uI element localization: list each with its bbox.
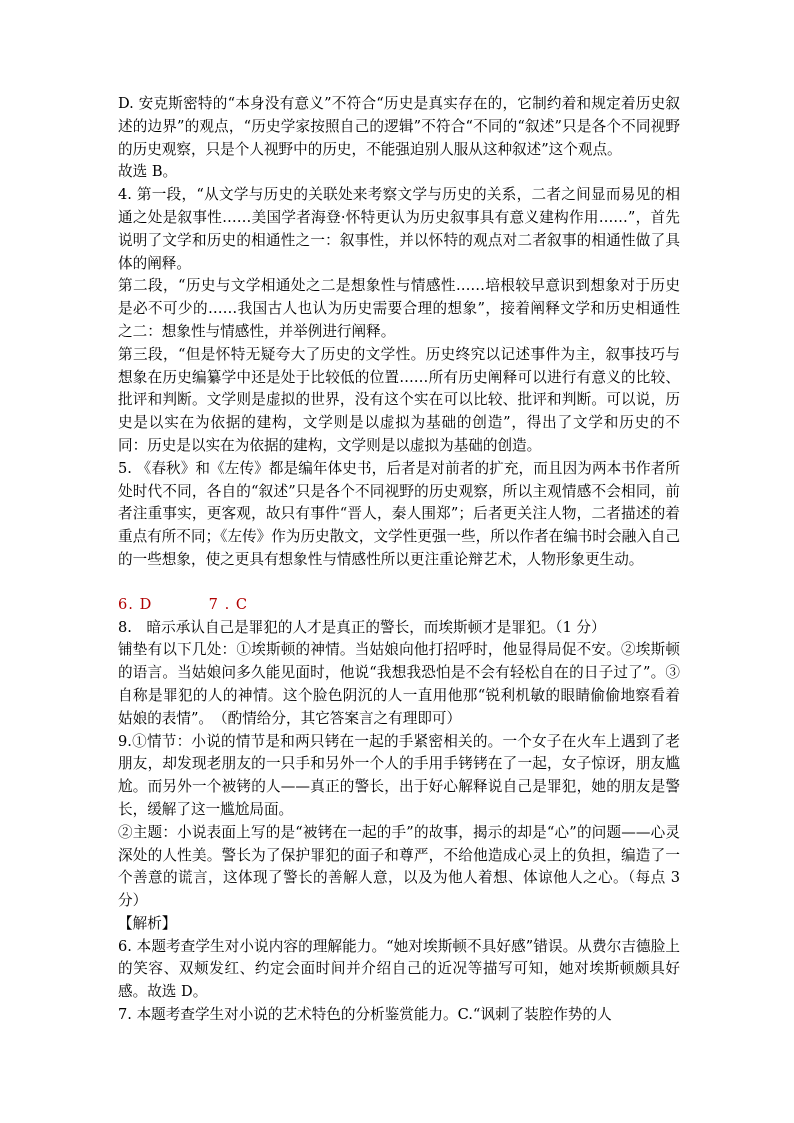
paragraph-option-d: D. 安克斯密特的“本身没有意义”不符合“历史是真实存在的，它制约着和规定着历史叙述的边界”的观点，“历史学家按照自己的逻辑”不符合“不同的“叙述”只是各个不同视野的历史观察，只是个人视野中的历史，不能强迫别人服从这种叙述”这个观点。 — [118, 95, 680, 158]
document-page — [118, 93, 680, 1027]
paragraph-q9-plot: 9.①情节：小说的情节是和两只铐在一起的手紧密相关的。一个女子在火车上遇到了老朋友，却发现老朋友的一只手和另外一个人的手用手铐铐在了一起，女子惊讶，朋友尴尬。而另外一个被铐的人——真正的警长，出于好心解释说自己是罪犯，她的朋友是警长，缓解了这一尴尬局面。 — [118, 732, 680, 818]
paragraph-q4-second: 第二段，“历史与文学相通处之二是想象性与情感性……培根较早意识到想象对于历史是必不可少的……我国古人也认为历史需要合理的想象”，接着阐释文学和历史相通性之二：想象性与情感性，并举例进行阐释。 — [118, 277, 680, 340]
paragraph-q8-answer: 8. 暗示承认自己是罪犯的人才是真正的警长，而埃斯顿才是罪犯。（1 分） — [118, 618, 606, 636]
paragraph-q9-theme: ②主题：小说表面上写的是“被铐在一起的手”的故事，揭示的却是“心”的问题——心灵深处的人性美。警长为了保护罪犯的面子和尊严，不给他造成心灵上的负担，编造了一个善意的谎言，这体现了警长的善解人意，以及为他人着想、体谅他人之心。（每点 3 分） — [118, 823, 680, 910]
paragraph-analysis-7: 7. 本题考查学生对小说的艺术特色的分析鉴赏能力。C.“讽刺了装腔作势的人 — [118, 1006, 612, 1024]
paragraph-answer-b: 故选 B。 — [118, 163, 178, 181]
paragraph-q4-first: 4. 第一段，“从文学与历史的关联处来考察文学与历史的关系，二者之间显而易见的相通之处是叙事性……美国学者海登·怀特更认为历史叙事具有意义建构作用……”，首先说明了文学和历史的相通性之一：叙事性，并以怀特的观点对二者叙事的相通性做了具体的阐释。 — [118, 186, 680, 272]
section-gap — [118, 572, 680, 594]
answers-6-7: 6. D 7 . C — [118, 595, 249, 613]
paragraph-q8-detail: 铺垫有以下几处：①埃斯顿的神情。当姑娘向他打招呼时，他显得局促不安。②埃斯顿的语言。当姑娘问多久能见面时，他说“我想我恐怕是不会有轻松自在的日子过了”。③自称是罪犯的人的神情。这个脸色阴沉的人一直用他那“锐利机敏的眼睛偷偷地察看着姑娘的表情”。 （酌情给分，其它答案言之有理即可） — [118, 641, 680, 727]
paragraph-q4-third: 第三段，“但是怀特无疑夸大了历史的文学性。历史终究以记述事件为主，叙事技巧与想象在历史编纂学中还是处于比较低的位置……所有历史阐释可以进行有意义的比较、批评和判断。文学则是虚拟的世界，没有这个实在可以比较、批评和判断。可以说，历史是以实在为依据的建构，文学则是以虚拟为基础的创造”，得出了文学和历史的不同：历史是以实在为依据的建构，文学则是以虚拟为基础的创造。 — [118, 345, 680, 454]
heading-analysis: 【解析】 — [118, 914, 177, 932]
paragraph-q5: 5. 《春秋》和《左传》都是编年体史书，后者是对前者的扩充，而且因为两本书作者所处时代不同，各自的“叙述”只是各个不同视野的历史观察，所以主观情感不会相同，前者注重事实，更客观，故只有事件“晋人，秦人围郑”；后者更关注人物，二者描述的着重点有所不同；《左传》作为历史散文，文学性更强一些，所以作者在编书时会融入自己的一些想象，使之更具有想象性与情感性所以更注重论辩艺术，人物形象更生动。 — [118, 459, 680, 568]
paragraph-analysis-6: 6. 本题考查学生对小说内容的理解能力。“她对埃斯顿不具好感”错误。从费尔吉德脸上的笑容、双颊发红、约定会面时间并介绍自己的近况等描写可知，她对埃斯顿颇具好感。故选 D。 — [118, 937, 680, 1001]
